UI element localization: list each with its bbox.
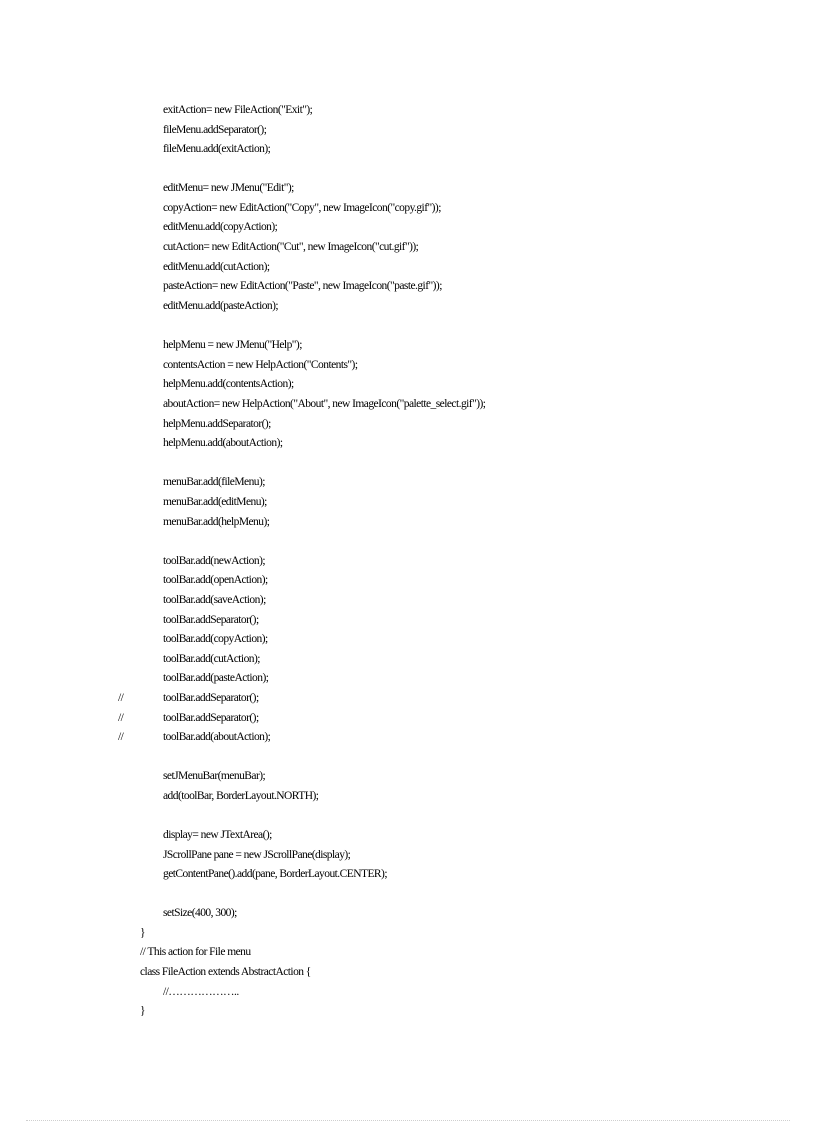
code-line: fileMenu.add(exitAction);	[163, 143, 271, 155]
code-line: fileMenu.addSeparator();	[163, 124, 267, 136]
code-line: helpMenu.addSeparator();	[163, 418, 271, 430]
closing-brace: }	[140, 927, 145, 939]
code-line: helpMenu.add(aboutAction);	[163, 437, 283, 449]
code-line: toolBar.add(copyAction);	[163, 633, 268, 645]
code-line: toolBar.addSeparator();	[163, 712, 259, 724]
comment-marker: //	[118, 731, 124, 743]
code-line: add(toolBar, BorderLayout.NORTH);	[163, 790, 319, 802]
code-line: toolBar.add(cutAction);	[163, 653, 260, 665]
closing-brace: }	[140, 1005, 145, 1017]
code-line: menuBar.add(editMenu);	[163, 496, 267, 508]
code-line: toolBar.add(openAction);	[163, 574, 268, 586]
code-line: JScrollPane pane = new JScrollPane(display);	[163, 849, 351, 861]
comment-marker: //	[118, 692, 124, 704]
code-line: toolBar.addSeparator();	[163, 614, 259, 626]
code-line: helpMenu = new JMenu("Help");	[163, 339, 302, 351]
code-line: copyAction= new EditAction("Copy", new ImageIcon("copy.gif"));	[163, 202, 441, 214]
code-line: aboutAction= new HelpAction("About", new ImageIcon("palette_select.gif"));	[163, 398, 486, 410]
code-line: menuBar.add(helpMenu);	[163, 516, 270, 528]
code-line: toolBar.add(newAction);	[163, 555, 266, 567]
code-line: editMenu.add(cutAction);	[163, 261, 270, 273]
code-line: editMenu= new JMenu("Edit");	[163, 182, 294, 194]
code-line: display= new JTextArea();	[163, 829, 272, 841]
class-declaration: class FileAction extends AbstractAction {	[140, 966, 311, 978]
code-line: toolBar.add(saveAction);	[163, 594, 266, 606]
code-line: editMenu.add(copyAction);	[163, 221, 278, 233]
code-line: setJMenuBar(menuBar);	[163, 770, 266, 782]
code-line: exitAction= new FileAction("Exit");	[163, 104, 313, 116]
code-line: helpMenu.add(contentsAction);	[163, 378, 294, 390]
code-line: toolBar.add(pasteAction);	[163, 672, 269, 684]
code-line: cutAction= new EditAction("Cut", new ImageIcon("cut.gif"));	[163, 241, 419, 253]
page-bottom-border	[26, 1120, 790, 1121]
code-line: editMenu.add(pasteAction);	[163, 300, 279, 312]
code-comment: // This action for File menu	[140, 946, 251, 958]
code-line: setSize(400, 300);	[163, 907, 237, 919]
code-line: toolBar.add(aboutAction);	[163, 731, 271, 743]
code-line: menuBar.add(fileMenu);	[163, 476, 265, 488]
code-line: pasteAction= new EditAction("Paste", new ImageIcon("paste.gif"));	[163, 280, 442, 292]
code-line: toolBar.addSeparator();	[163, 692, 259, 704]
comment-marker: //	[118, 712, 124, 724]
code-line: contentsAction = new HelpAction("Contents");	[163, 359, 358, 371]
code-comment: //………………..	[163, 986, 239, 998]
code-line: getContentPane().add(pane, BorderLayout.CENTER);	[163, 868, 387, 880]
